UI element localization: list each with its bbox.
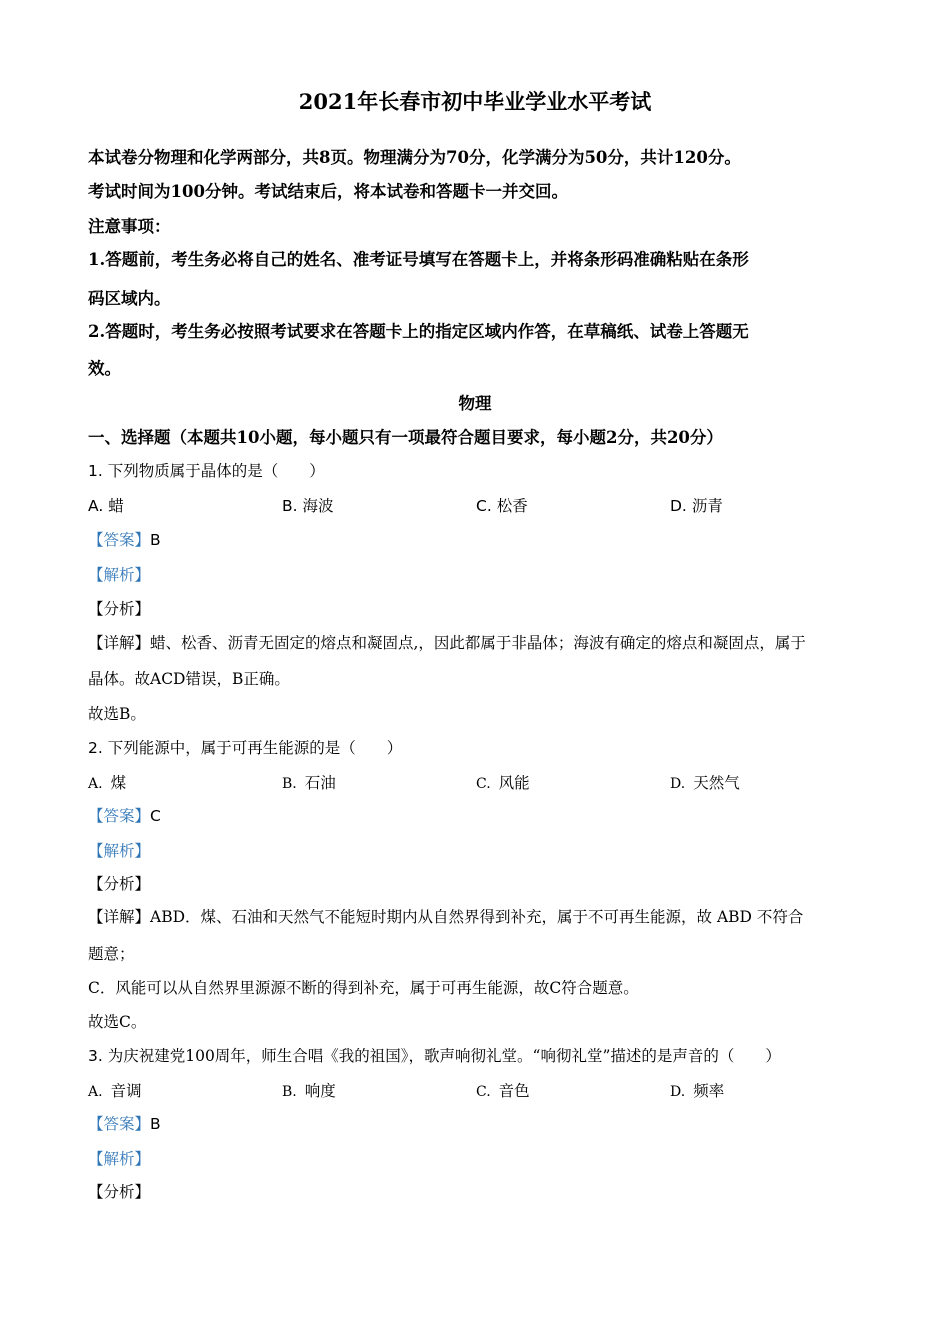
analysis-link[interactable]: 【解析】 [88, 566, 151, 584]
answer-value: C [150, 807, 161, 825]
conclusion: 故选C。 [88, 1013, 147, 1031]
conclusion: 故选B。 [88, 705, 146, 723]
question-stem: 为庆祝建党100周年，师生合唱《我的祖国》，歌声响彻礼堂。“响彻礼堂”描述的是声音的（ ） [102, 1047, 781, 1065]
question-stem: 下列物质属于晶体的是（ ） [102, 462, 325, 480]
option-b: B. 石油 [282, 774, 336, 792]
notice-item-2: 2.答题时，考生务必按照考试要求在答题卡上的指定区域内作答，在草稿纸、试卷上答题无 [88, 322, 749, 341]
detail-line-cont: 晶体。故ACD错误，B正确。 [88, 670, 290, 688]
answer-value: B [150, 1115, 161, 1133]
answer-line [88, 528, 161, 550]
analysis-link[interactable]: 【解析】 [88, 842, 151, 860]
question-number: 1. [88, 462, 103, 480]
analysis-label: 【分析】 [88, 1183, 151, 1201]
detail-line-cont: 题意； [88, 945, 135, 963]
analysis-link[interactable]: 【解析】 [88, 1150, 151, 1168]
option-c: C. 音色 [476, 1082, 530, 1100]
detail-line-c: C．风能可以从自然界里源源不断的得到补充，属于可再生能源，故C符合题意。 [88, 979, 639, 997]
option-a: A. 蜡 [88, 497, 124, 515]
question-1 [88, 459, 325, 481]
notice-item-2-cont: 效。 [88, 359, 121, 378]
answer-value: B [150, 531, 161, 549]
answer-label: 【答案】 [88, 807, 151, 825]
question-3 [88, 1044, 781, 1066]
answer-line [88, 1112, 161, 1134]
analysis-label: 【分析】 [88, 600, 151, 618]
section-title: 物理 [458, 394, 492, 413]
option-d: D. 天然气 [670, 774, 740, 792]
answer-label: 【答案】 [88, 1115, 151, 1133]
option-b: B. 响度 [282, 1082, 336, 1100]
question-number: 3. [88, 1047, 103, 1065]
notice-item-1-cont: 码区域内。 [88, 289, 171, 308]
intro-line-2: 考试时间为100分钟。考试结束后，将本试卷和答题卡一并交回。 [88, 182, 568, 201]
question-2 [88, 736, 402, 758]
option-a: A. 音调 [88, 1082, 142, 1100]
option-d: D. 频率 [670, 1082, 725, 1100]
intro-line-1: 本试卷分物理和化学两部分，共8页。物理满分为70分，化学满分为50分，共计120分。 [88, 148, 741, 167]
option-a: A. 煤 [88, 774, 127, 792]
notice-item-1: 1.答题前，考生务必将自己的姓名、准考证号填写在答题卡上，并将条形码准确粘贴在条形 [88, 250, 749, 269]
notice-heading: 注意事项： [88, 217, 171, 236]
answer-label: 【答案】 [88, 531, 151, 549]
part-heading: 一、选择题（本题共10小题，每小题只有一项最符合题目要求，每小题2分，共20分） [88, 428, 723, 447]
page-title: 2021年长春市初中毕业学业水平考试 [298, 89, 652, 114]
question-stem: 下列能源中，属于可再生能源的是（ ） [102, 739, 403, 757]
option-c: C. 松香 [476, 497, 528, 515]
option-c: C. 风能 [476, 774, 530, 792]
option-b: B. 海波 [282, 497, 334, 515]
analysis-label: 【分析】 [88, 875, 151, 893]
question-number: 2. [88, 739, 103, 757]
option-d: D. 沥青 [670, 497, 723, 515]
answer-line [88, 804, 161, 826]
detail-line: 【详解】ABD．煤、石油和天然气不能短时期内从自然界得到补充，属于不可再生能源，故 ABD 不符合 [88, 908, 804, 926]
detail-line: 【详解】蜡、松香、沥青无固定的熔点和凝固点,，因此都属于非晶体；海波有确定的熔点和凝固点，属于 [88, 634, 806, 652]
